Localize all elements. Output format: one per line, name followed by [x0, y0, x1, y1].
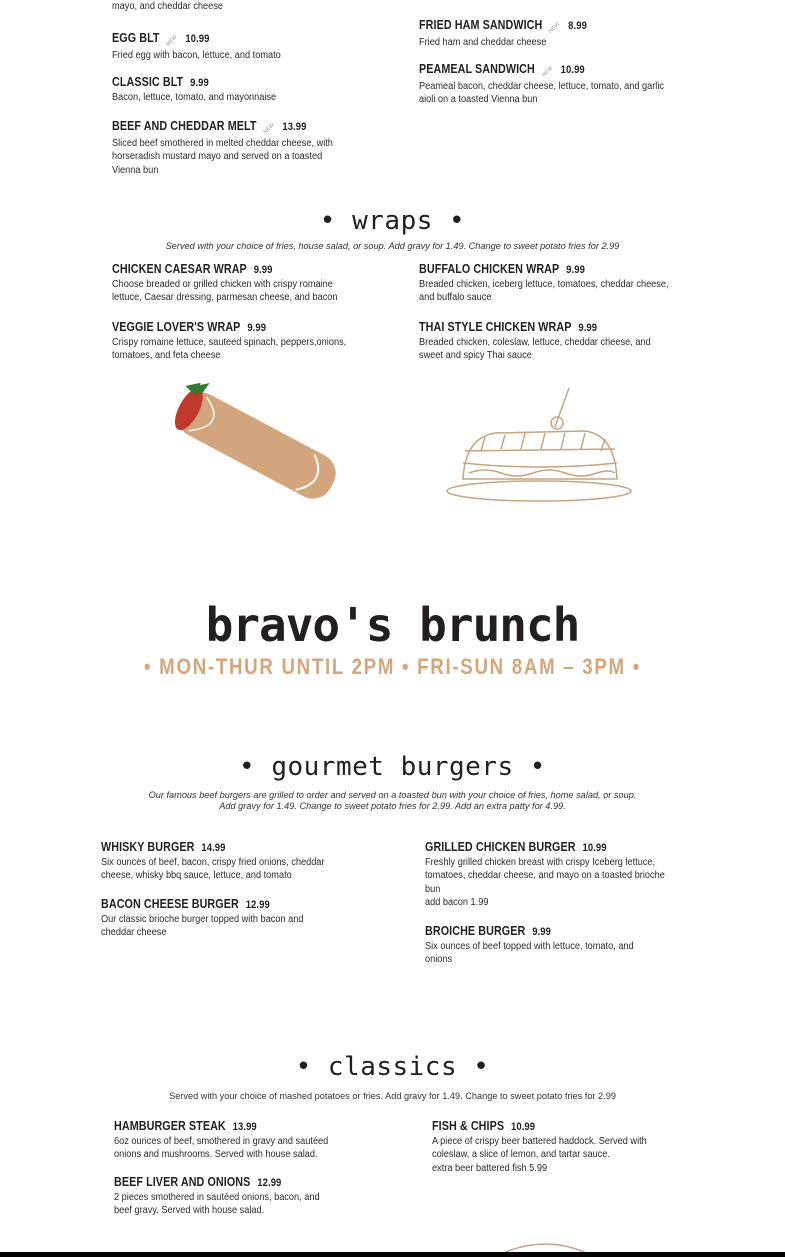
item-description: Freshly grilled chicken breast with crispy Iceberg lettuce, tomatoes, cheddar cheese, and mayo on a toasted brioche bun: [425, 857, 665, 895]
item-description: Our classic brioche burger topped with bacon and cheddar cheese: [101, 914, 304, 939]
item-description: Crispy romaine lettuce, sauteed spinach, peppers,onions, tomatoes, and feta cheese: [112, 337, 347, 362]
item-description: Bacon, lettuce, tomato, and mayonnaise: [112, 92, 277, 103]
item-name: THAI STYLE CHICKEN WRAP 9.99: [419, 320, 598, 334]
item-description: Breaded chicken, iceberg lettuce, tomatoes, cheddar cheese, and buffalo sauce: [419, 279, 669, 304]
item-name: HAMBURGER STEAK 13.99: [114, 1119, 257, 1133]
item-price: 12.99: [245, 899, 270, 911]
item-price: 9.99: [247, 322, 267, 334]
item-name: BUFFALO CHICKEN WRAP 9.99: [419, 262, 585, 276]
wrap-illustration: [160, 382, 350, 517]
new-badge: NEW: [262, 122, 276, 136]
item-name: WHISKY BURGER 14.99: [101, 840, 226, 854]
menu-item-buffalo-chicken-wrap: [419, 260, 709, 305]
item-description: Six ounces of beef, bacon, crispy fried onions, cheddar cheese, whisky bbq sauce, lettuce, and tomato: [101, 857, 325, 882]
new-badge: NEW: [548, 21, 562, 35]
item-description: A piece of crispy beer battered haddock. Served with coleslaw, a slice of lemon, and tartar sauce.: [432, 1136, 647, 1161]
item-price: 9.99: [566, 264, 585, 276]
item-price: 10.99: [560, 64, 585, 76]
item-price: 9.99: [578, 322, 598, 334]
item-name: CHICKEN CAESAR WRAP 9.99: [112, 262, 273, 276]
menu-item-peameal: [419, 60, 689, 107]
item-extra: extra beer battered fish 5.99: [432, 1162, 548, 1174]
item-name: FISH & CHIPS 10.99: [432, 1119, 536, 1133]
item-price: 10.99: [185, 33, 210, 45]
item-description: Fried ham and cheddar cheese: [419, 37, 547, 48]
item-description: Sliced beef smothered in melted cheddar cheese, with horseradish mustard mayo and served on a toasted Vienna bun: [112, 138, 333, 176]
item-description: 2 pieces smothered in sautéed onions, bacon, and beef gravy. Served with house salad.: [114, 1192, 320, 1217]
item-description: Six ounces of beef topped with lettuce, tomato, and onions: [425, 941, 634, 966]
menu-item-partial: [112, 0, 412, 13]
menu-item-classic-blt: [112, 73, 412, 104]
item-price: 13.99: [282, 121, 307, 133]
item-description: Fried egg with bacon, lettuce, and tomato: [112, 50, 281, 61]
item-price: 10.99: [510, 1121, 536, 1133]
item-price: 9.99: [190, 77, 209, 89]
menu-item-whisky-burger: [101, 838, 361, 883]
menu-item-egg-blt: [112, 29, 412, 62]
item-description: mayo, and cheddar cheese: [112, 1, 223, 12]
burgers-title: • gourmet burgers •: [239, 752, 546, 782]
item-price: 13.99: [232, 1121, 257, 1133]
bottom-border: [0, 1252, 785, 1257]
item-extra: add bacon 1.99: [425, 896, 489, 908]
menu-item-grilled-chicken-burger: [425, 838, 693, 909]
item-price: 10.99: [582, 842, 607, 854]
item-name: FRIED HAM SANDWICH NEW 8.99: [419, 18, 587, 36]
item-description: 6oz ounces of beef, smothered in gravy and sautéed onions and mushrooms. Served with house salad.: [114, 1136, 329, 1161]
item-price: 8.99: [568, 20, 587, 32]
sandwich-illustration: [445, 383, 635, 508]
new-badge: NEW: [541, 65, 554, 79]
item-name: GRILLED CHICKEN BURGER 10.99: [425, 840, 607, 854]
classics-note: Served with your choice of mashed potatoes or fries. Add gravy for 1.49. Change to sweet potato fries for 2.99: [169, 1091, 616, 1101]
menu-item-beef-liver-onions: [114, 1173, 359, 1218]
menu-item-thai-chicken-wrap: [419, 318, 689, 363]
menu-item-beef-cheddar-melt: [112, 117, 367, 177]
item-description: Choose breaded or grilled chicken with crispy romaine lettuce, Caesar dressing, parmesan cheese, and bacon: [112, 279, 338, 304]
item-description: Breaded chicken, coleslaw, lettuce, cheddar cheese, and sweet and spicy Thai sauce: [419, 337, 651, 362]
wraps-note: Served with your choice of fries, house salad, or soup. Add gravy for 1.49. Change to sweet potato fries for 2.99: [165, 241, 620, 251]
menu-item-hamburger-steak: [114, 1117, 369, 1162]
item-price: 12.99: [257, 1177, 282, 1189]
item-description: Peameal bacon, cheddar cheese, lettuce, tomato, and garlic aioli on a toasted Vienna bun: [419, 81, 664, 106]
menu-item-broiche-burger: [425, 922, 675, 967]
burgers-note-line2: Add gravy for 1.49. Change to sweet potato fries for 2.99. Add an extra patty for 4.99.: [219, 801, 566, 811]
new-badge: NEW: [165, 34, 179, 48]
burgers-note-line1: Our famous beef burgers are grilled to order and served on a toasted bun with your choice of fries, home salad, or soup.: [148, 790, 637, 800]
item-name: BACON CHEESE BURGER 12.99: [101, 897, 270, 911]
brunch-title: bravo's brunch: [205, 598, 580, 652]
item-price: 9.99: [532, 926, 551, 938]
item-name: CLASSIC BLT 9.99: [112, 75, 209, 89]
classics-title: • classics •: [295, 1052, 490, 1082]
menu-item-veggie-lovers-wrap: [112, 318, 382, 363]
menu-item-fried-ham: [419, 16, 719, 49]
item-name: VEGGIE LOVER'S WRAP 9.99: [112, 320, 267, 334]
wraps-title: • wraps •: [319, 206, 466, 236]
item-name: BEEF LIVER AND ONIONS 12.99: [114, 1175, 282, 1189]
menu-item-bacon-cheese-burger: [101, 895, 346, 940]
brunch-hours: • MON-THUR UNTIL 2PM • FRI-SUN 8AM – 3PM •: [144, 654, 641, 679]
item-name: PEAMEAL SANDWICH NEW 10.99: [419, 62, 585, 80]
item-price: 9.99: [253, 264, 273, 276]
menu-item-chicken-caesar-wrap: [112, 260, 382, 305]
item-name: BROICHE BURGER 9.99: [425, 924, 551, 938]
item-price: 14.99: [201, 842, 226, 854]
item-name: BEEF AND CHEDDAR MELT NEW 13.99: [112, 119, 306, 137]
item-name: EGG BLT NEW 10.99: [112, 31, 209, 49]
menu-item-fish-chips: [432, 1117, 687, 1175]
